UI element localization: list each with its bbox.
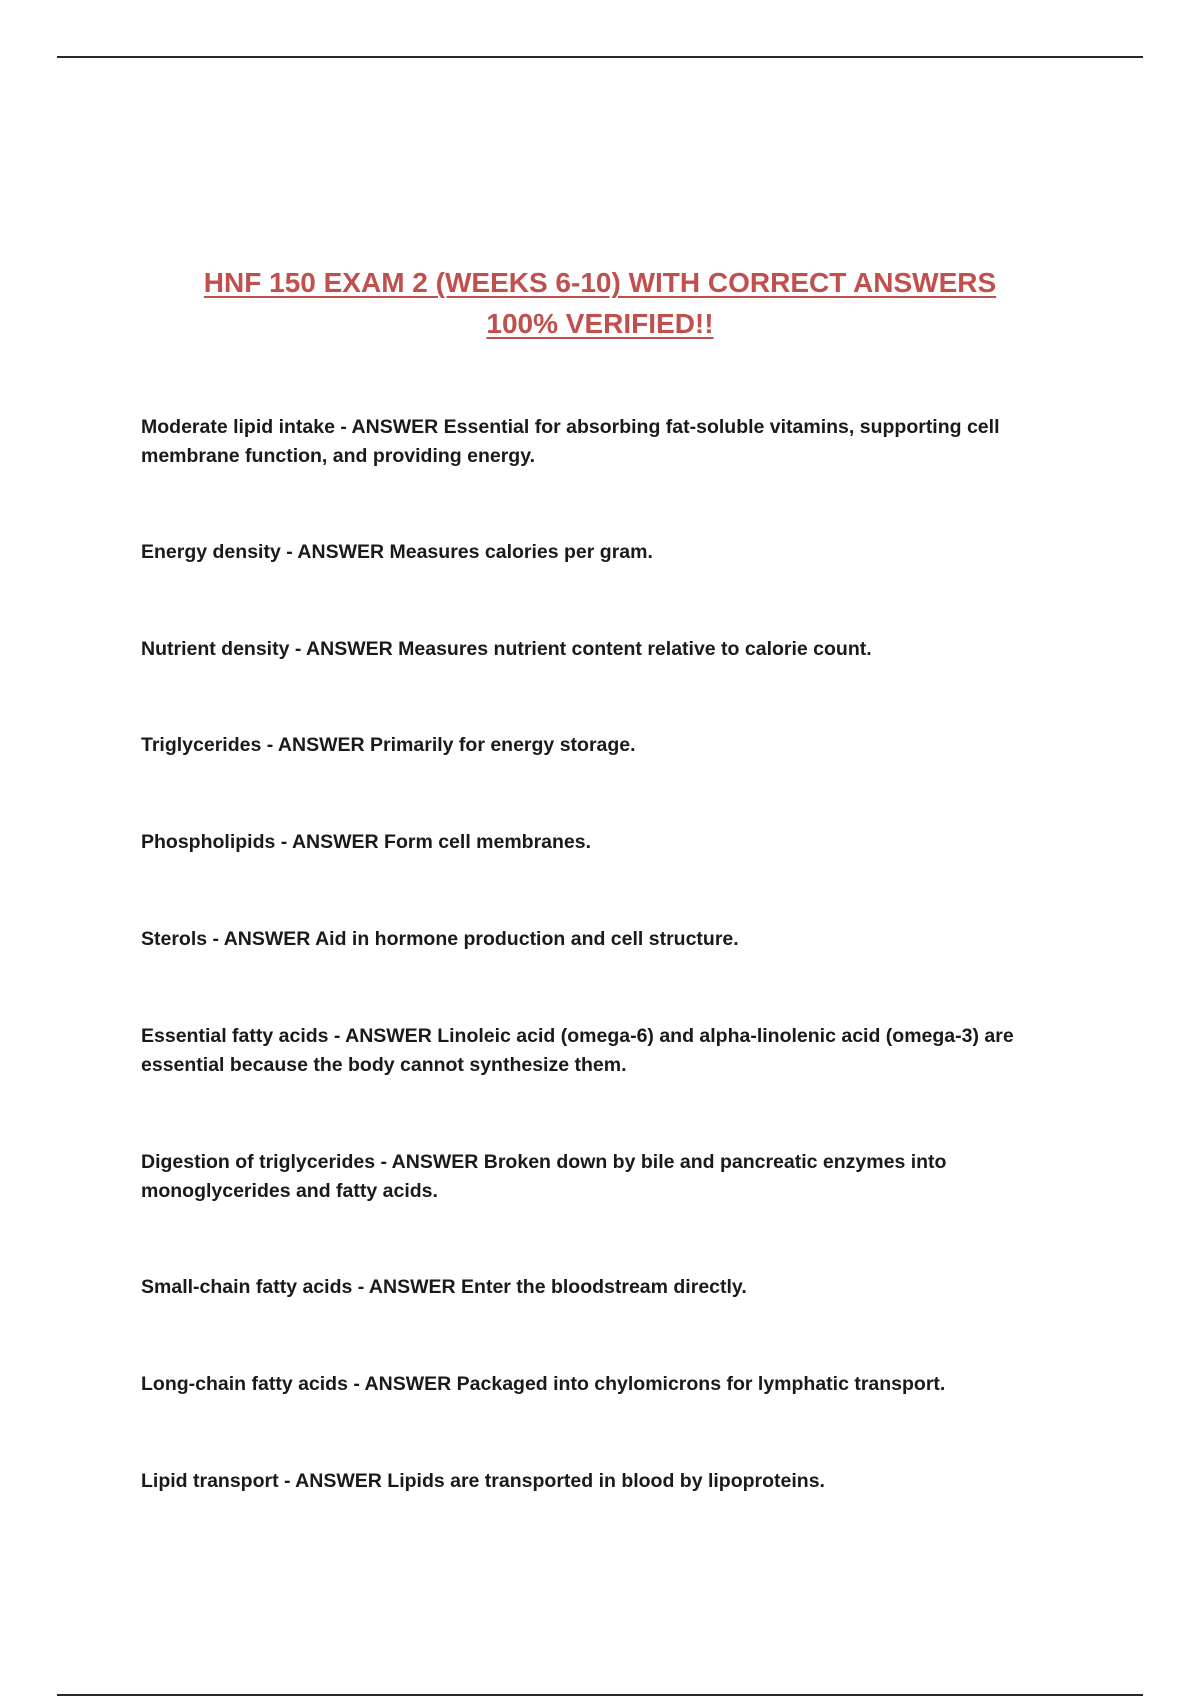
- qa-term: Triglycerides: [141, 734, 262, 756]
- qa-item: [141, 1148, 1071, 1206]
- qa-item: [141, 538, 1071, 567]
- qa-separator: - ANSWER: [352, 1276, 462, 1298]
- qa-answer: Linoleic acid (omega-6) and alpha-linolenic acid (omega-3) are essential because the body cannot synthesize them.: [141, 1025, 1014, 1076]
- qa-separator: - ANSWER: [207, 928, 316, 950]
- qa-item: [141, 925, 1071, 954]
- qa-term: Sterols: [141, 928, 208, 950]
- document-title: [100, 262, 1100, 344]
- qa-answer: Essential for absorbing fat-soluble vitamins, supporting cell membrane function, and providing energy.: [141, 416, 1000, 467]
- title-line-2: 100% VERIFIED!!: [486, 308, 714, 339]
- qa-term: Small-chain fatty acids: [141, 1276, 353, 1298]
- qa-term: Nutrient density: [141, 638, 290, 660]
- qa-term: Long-chain fatty acids: [141, 1373, 348, 1395]
- bottom-rule: [57, 1694, 1143, 1696]
- qa-separator: - ANSWER: [328, 1025, 438, 1047]
- qa-separator: - ANSWER: [289, 638, 399, 660]
- qa-answer: Measures calories per gram.: [389, 541, 653, 563]
- qa-separator: - ANSWER: [280, 541, 390, 563]
- qa-term: Essential fatty acids: [141, 1025, 329, 1047]
- qa-answer: Lipids are transported in blood by lipoproteins.: [387, 1470, 825, 1492]
- qa-term: Phospholipids: [141, 831, 276, 853]
- qa-separator: - ANSWER: [278, 1470, 388, 1492]
- qa-answer: Enter the bloodstream directly.: [461, 1276, 747, 1298]
- qa-separator: - ANSWER: [261, 734, 371, 756]
- qa-item: [141, 1022, 1071, 1080]
- qa-separator: - ANSWER: [275, 831, 385, 853]
- qa-item: [141, 635, 1071, 664]
- qa-separator: - ANSWER: [375, 1151, 484, 1173]
- qa-item: [141, 413, 1071, 471]
- qa-item: [141, 731, 1071, 760]
- qa-item: [141, 828, 1071, 857]
- qa-answer: Primarily for energy storage.: [370, 734, 636, 756]
- qa-term: Moderate lipid intake: [141, 416, 335, 438]
- qa-separator: - ANSWER: [347, 1373, 457, 1395]
- qa-item: [141, 1370, 1071, 1399]
- qa-term: Digestion of triglycerides: [141, 1151, 376, 1173]
- qa-term: Energy density: [141, 541, 281, 563]
- qa-item: [141, 1467, 1071, 1496]
- qa-item: [141, 1273, 1071, 1302]
- qa-answer: Broken down by bile and pancreatic enzymes into monoglycerides and fatty acids.: [141, 1151, 947, 1202]
- top-rule: [57, 56, 1143, 58]
- title-line-1: HNF 150 EXAM 2 (WEEKS 6-10) WITH CORRECT ANSWERS: [203, 267, 997, 298]
- qa-term: Lipid transport: [141, 1470, 279, 1492]
- qa-separator: - ANSWER: [334, 416, 444, 438]
- qa-answer: Measures nutrient content relative to calorie count.: [398, 638, 872, 660]
- qa-answer: Packaged into chylomicrons for lymphatic transport.: [456, 1373, 946, 1395]
- qa-answer: Aid in hormone production and cell structure.: [315, 928, 739, 950]
- qa-answer: Form cell membranes.: [384, 831, 592, 853]
